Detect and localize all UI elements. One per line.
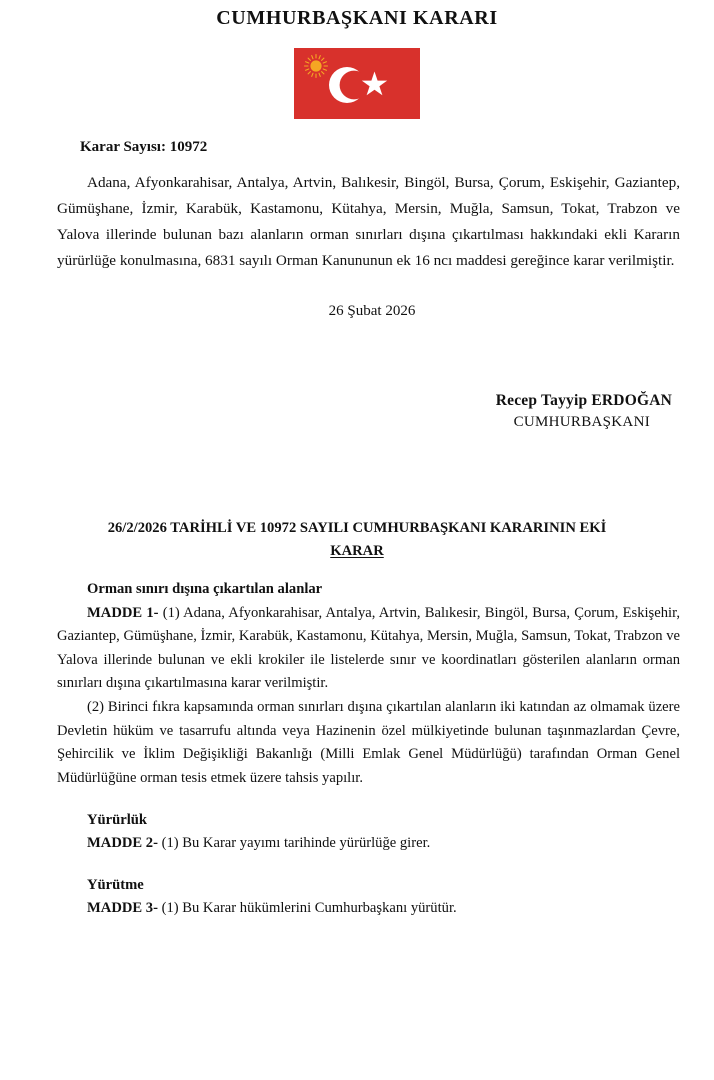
signatory-name: Recep Tayyip ERDOĞAN bbox=[495, 391, 672, 409]
article-lead-3: MADDE 3- bbox=[87, 899, 158, 916]
article-text-1-2: (2) Birinci fıkra kapsamında orman sınırları dışına çıkartılan alanların iki katından az olmamak üzere Devletin hüküm ve tasarrufu altında veya Hazinenin özel mülkiyetinde bulunan taşınmazlardan Çevre, Şehircilik ve İklim Değişikliği Bakanlığı (Milli Emlak Genel Müdürlüğü) tarafından Orman Genel Müdürlüğüne orman tesis etmek üzere tahsis yapılır. bbox=[57, 699, 680, 786]
article-paragraph-3-1 bbox=[57, 897, 680, 921]
article-heading-2: Yürürlük bbox=[87, 811, 148, 828]
preamble-paragraph: Adana, Afyonkarahisar, Antalya, Artvin, Balıkesir, Bingöl, Bursa, Çorum, Eskişehir, Gaziantep, Gümüşhane, İzmir, Karabük, Kastamonu, Kütahya, Mersin, Muğla, Samsun, Tokat, Trabzon ve Yalova illerinde bulunan bazı alanların orman sınırları dışına çıkartılması hakkındaki ekli Kararın yürürlüğe konulmasına, 6831 sayılı Orman Kanununun ek 16 ncı maddesi gereğince karar verilmiştir. bbox=[57, 174, 680, 270]
annex-heading: 26/2/2026 TARİHLİ VE 10972 SAYILI CUMHURBAŞKANI KARARININ EKİ bbox=[107, 519, 607, 536]
annex-subheading-text: KARAR bbox=[330, 543, 384, 560]
emblem-container bbox=[0, 48, 714, 119]
page-title: CUMHURBAŞKANI KARARI bbox=[216, 7, 498, 29]
article-lead-1: MADDE 1- bbox=[87, 604, 159, 621]
annex-body bbox=[0, 560, 714, 920]
article-text-3-1: (1) Bu Karar hükümlerini Cumhurbaşkanı yürütür. bbox=[157, 899, 457, 916]
article-lead-2: MADDE 2- bbox=[87, 834, 158, 851]
spacer bbox=[57, 791, 680, 809]
decision-date: 26 Şubat 2026 bbox=[328, 302, 416, 319]
article-heading-1: Orman sınırı dışına çıkartılan alanlar bbox=[87, 581, 323, 598]
annex-subheading bbox=[0, 539, 714, 560]
signature-block bbox=[0, 320, 714, 431]
decision-number: Karar Sayısı: 10972 bbox=[80, 139, 208, 155]
spacer bbox=[57, 856, 680, 874]
article-text-1-1: (1) Adana, Afyonkarahisar, Antalya, Artvin, Balıkesir, Bingöl, Bursa, Çorum, Eskişehir, Gaziantep, Gümüşhane, İzmir, Karabük, Kastamonu, Kütahya, Mersin, Muğla, Samsun, Tokat, Trabzon ve Yalova illerinde bulunan ve ekli krokiler ile listelerde sınır ve koordinatları gösterilen alanların orman sınırları dışına çıkartılmasına karar verilmiştir. bbox=[57, 604, 680, 692]
article-paragraph-2-1 bbox=[57, 832, 680, 856]
article-paragraph-1-1 bbox=[57, 602, 680, 697]
article-paragraph-1-2 bbox=[57, 696, 680, 791]
preamble-block bbox=[0, 156, 714, 275]
annex-section bbox=[0, 431, 714, 921]
turkish-flag-icon bbox=[294, 48, 420, 119]
article-heading-3: Yürütme bbox=[87, 876, 144, 893]
article-text-2-1: (1) Bu Karar yayımı tarihinde yürürlüğe girer. bbox=[157, 834, 431, 851]
signatory-role: CUMHURBAŞKANI bbox=[513, 413, 650, 430]
sun-emblem-icon bbox=[303, 53, 329, 79]
